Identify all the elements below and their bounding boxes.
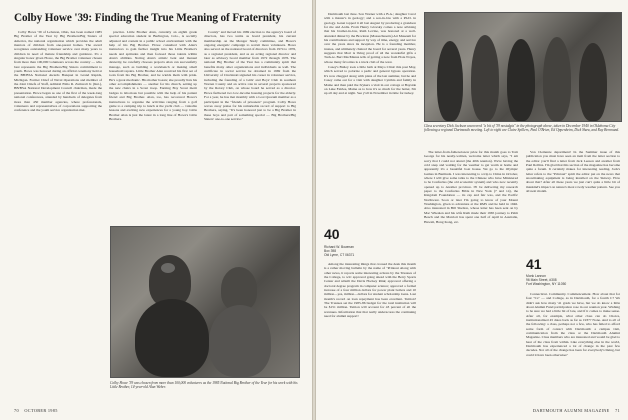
- left-column-3-text: County" and moved his 1969 election to the agency's board of directors, has two terms as board president, his current membership on the Menger Study committee, and Howe's ongoing energetic campaign to recruit more volunteers. Howe also served on the national board of directors from 1974 to 1976, as a regional president, and as an acting regional director and later as advisory board member from 1972 through 1976. The national Big Brother of the Year has a community spirit that benefits many other organizations and individuals as well. The certificate in social service he obtained in 1969 from the University of Cincinnati signaled his career in volunteer service, including the founding of a Girls' and Boys' Club in southern Warren County and an active role in several projects sponsored by the Rotary Club, on whose board he served as a director. Howe furthered two low-income housing projects for the elderly. For a year, he has met monthly with a Lost Quorum member as a participant in the "friends of prisoners" program. Colby Howe waves away praise for his remarkable record of support to Big Brothers, saying, "It's been honored just to be a Big Brother in these boys and part of something special — Big Brothers/Big Sisters' one-to-one service.": [204, 30, 296, 121]
- group-person-2: [471, 35, 499, 121]
- left-column-2-text: practice. Little Brother Alan, currently an eighth grade special education student in Burlington, Colo., is socially adjusted and content in a public school environment with the help of his Big Brother. Howe consulted with Alan's instructors to gain further insight into his Little Brother's needs and aptitudes and then focused those talents within Alan's abilities. Noting Alan's artistic bent and manual dexterity, he carefully chooses projects Alan can successfully manage, such as building a workbench or making small household repairs. Little Brother Alan received his first set of tools from his Big Brother, and he wields them with pride. He's a great mechanic. His mother boasts; she proudly lists his other accomplishments — another for his church, setting up the new chairs in a Scout troop. Earning Boy Scout merit badges is laborious but possible with the help of his patient friend and Big Brother. Alan, too, has recovered Howe's instructions to organize the activities ranging from a golf game to a camping trip to lunch at the yacht club — valuable lessons and exciting new experiences for a young boy. Little Brother Alan is just the latest in a long line of Howe's Little Brothers.: [109, 30, 197, 121]
- secretary-41-name: Monk Lannon: [526, 274, 546, 278]
- issue-date: OCTOBER 1985: [24, 408, 58, 413]
- right-column-2-text: Among the interesting things that crossed the desk this month is a rather moving bulletin by the name of "Printout Along with other news, it reports some interesting actions by the Trustees of the College, to wit: approved going ahead with the Berry Sports Center and rebuilt the Davis Hockey Rink; approved offering a doctoral degree program in computer science; approved a formal increase of a four million dollars for power plant boilers and 10 million—yes, million—dollars for student scholarship loans. Last month's record on loan repayment has been excellent. Tuition? The Trustees set the 1985-86 budget for the total institution will be $151 million. Tuition will account for 43 percent of all the revenues. Information that that really underscores the continuing need for alumni support!: [324, 262, 416, 319]
- right-column-3-text: The letter-from-fathered-new prize for this month goes to Tom George for his neatly-written, welcome letter which says, "I am sorry that I could not attend (the 40th reunion). We're having the cold snap and waiting for the weather to get warm at home and apparently it's a beautiful boat house. We go to the Olympic Games in Bermuda. I was interesting to a trip to China in October, where I will give some talks to the Chinese who have Ministered to be Confucius (the old economic system) and who now recently opened up to Another province. I'll be delivering my research paper to the Confucius Bible in New York (7 and 14), the Kingdom Foundation — its cap and fair was, and the Pacific Northwest. Soon or later I'm going to know of your Mount Washington, given to adventure at the RMS and he held in 1946. Also interested in Bill Shelton, whose letter has been sent on by Mac Whealen and his wife Ruth made their 1965 journey to Palm Beach and the Marriott has spent one half of April in Australia, Hawaii, Hong Kong, etc.: [424, 150, 518, 224]
- class-secretary-address-41: [526, 274, 620, 287]
- article-headline: Colby Howe '39: Finding the True Meaning of Fraternity: [14, 12, 282, 24]
- secretary-box: Box 398: [324, 249, 337, 254]
- left-column-3: [204, 30, 296, 222]
- photo-caption: Colby Howe '39 was chosen from more than 100,000 volunteers as the 1985 National Big Brother of the Year for his work with his Little Brother, 14-year-old Alan Weber.: [110, 381, 298, 390]
- right-column-4-text: Von Clemente department! In the Summer issue of this publication you must have seen an item from the letter section to the editor you'll find a letter from Jack Leeson and another from Paul Rollins. I'm glad that this section of the magazine has become quite a forum. It certainly makes for interesting reading. Jack's letter refers to the "Printout" spirit the editor put on the news that snowmaking equipment is being installed on the Skiway. How about that? After all these years we just can't quite a little bit of mankind's impact on nature's most rowdy weather pattern. See you all next month.: [526, 150, 620, 194]
- right-column-2: [324, 262, 416, 402]
- group-photo-caption: Class secretary Dick Jackson uncovered "a bit of '39 nostalgia" in the photograph above, taken in December 1940 in Oklahoma City following a regional Dartmouth meeting. Left to right are Claire Spillers, Paul O'Brien, Ed Oppenheim, Dick Shaw, and Ray Brennand.: [424, 124, 620, 133]
- group-photo: [424, 12, 622, 122]
- right-column-3: [424, 150, 518, 404]
- secretary-name: Richard W. Bowman: [324, 245, 354, 249]
- secretary-41-city: Fort Washington, NY 11050: [526, 282, 567, 287]
- right-column-1-text: Dartmouth last June. Son Warner with a B.A.; daughter Carol with a master's in geology; and a son-in-law with a Ph.D. in geology. Genet topped it all last August by producing a grandson for me and Ardis. From Henry Glovsky comes a note advising that his brother-in-law, Ruth Levine, was honored at a well-attended dinner by the Brockton (Massachusetts) Art Museum for his contributions and support by way of time, energy, and service over the years since its inception. He is a founding member, trustee, and ultimately chaired the board for several years. Henry suggests that Mort is living proof of all the wonderful gifts a Tuck-ie. Bert MacManus tells of getting a note from Elsie Noyes, whose many favorites is a truck club of the west.: [324, 12, 416, 64]
- magazine-name: DARTMOUTH ALUMNI MAGAZINE: [532, 408, 610, 413]
- class-secretary-address-40: [324, 245, 416, 258]
- footer-right: [533, 408, 620, 413]
- group-person-4: [543, 37, 571, 121]
- photo-figure-boy-body: [209, 305, 271, 377]
- right-page: [316, 0, 628, 420]
- class-number-41: 41: [526, 256, 542, 272]
- group-person-1: [437, 41, 463, 121]
- big-brother-photo: [110, 226, 300, 378]
- left-column-1-text: Colby Howe '39 of Lebanon, Ohio, has been named 1985 Big Brother of the Year by Big Brothers/Big Sisters of America, the national organization which provides the adult mentors of children from one-parent homes. The award recognizes outstanding volunteer service over many years to children in need of mature friendship and guidance. It's a singular honor given Howe, the Big Brother volunteer chosen from more than 100,000 volunteers across the country — who best represents the Big Brothers/Big Sisters commitment to youth. Howe was honored during an official ceremony held at the BB/BSA National Awards Banquet in Grand Rapids, Michigan. Former Chief of Naval Operations and member of the Joint Chiefs of Staff, Admiral Elmo R. Zumwalt Jr. (Ret.), BB/BSA National Development Council chairman, made the presentation. Howe began as one of the first of the week-long national conferences, attended by hundreds of delegates from more than 450 member agencies, where professionals, volunteers and representatives of corporations supporting the conference and the youth service organization met.: [14, 30, 102, 113]
- group-person-3: [507, 39, 535, 121]
- page-number: 70: [14, 408, 19, 413]
- right-column-5-text: Connecticut. Community. Commencement. How about that for four "Cs" — and College, as in Dartmouth, for a fourth C? We didn't ask how many '41 grads we have, but we do know a little about Alumni Fund participation rose in our reunion year. Wishing to be sure we had a little bit of late, and if it comes to make sense. After all, for example, what other class can do Choice, institutionalized 45 dates back as far as 1937? None. And to all of the following: a class, perhaps not a few, who has failed to afford some form of contact with Dartmouth: a campus visit, communication from the class or the Dartmouth Alumni Magazine. Class members who are interested and would be glad to hear of the class from within. Like everything else in the world, Dartmouth has experienced a lot of change in the past few decades. Not all of the change has been for everybody's liking, but could it have been otherwise?: [526, 292, 620, 357]
- right-column-1b-text: Casey's Bailey took a little bath at Mayo Clinic this past May, which served to polarize a pedic and general bypass operation. It's now chugged along with plans of the last summer, but he and Casey came out for a visit with daughter Cynthia and family in Maine and then paid the Ivykers a visit in our cottage at Bayside on Lake Fairlee, Maine as to how it's so much for the better, I'm up all day and at night. See y'all in November in time for turkey.: [324, 65, 416, 96]
- group-person-5: [579, 43, 607, 121]
- left-column-2: [109, 30, 197, 222]
- photo-figure-man-body: [135, 299, 209, 377]
- right-column-4: [526, 150, 620, 250]
- left-column-1: [14, 30, 102, 400]
- class-number-40: 40: [324, 226, 340, 242]
- right-column-5: [526, 292, 620, 402]
- page-number-right: 71: [615, 408, 620, 413]
- secretary-41-street: 96 Main Street, #308: [526, 278, 557, 283]
- right-column-1: [324, 12, 416, 226]
- secretary-city: Old Lyme, CT 06371: [324, 253, 355, 258]
- footer-left: [14, 408, 58, 413]
- left-page: [0, 0, 312, 420]
- photo-highlight: [161, 263, 175, 273]
